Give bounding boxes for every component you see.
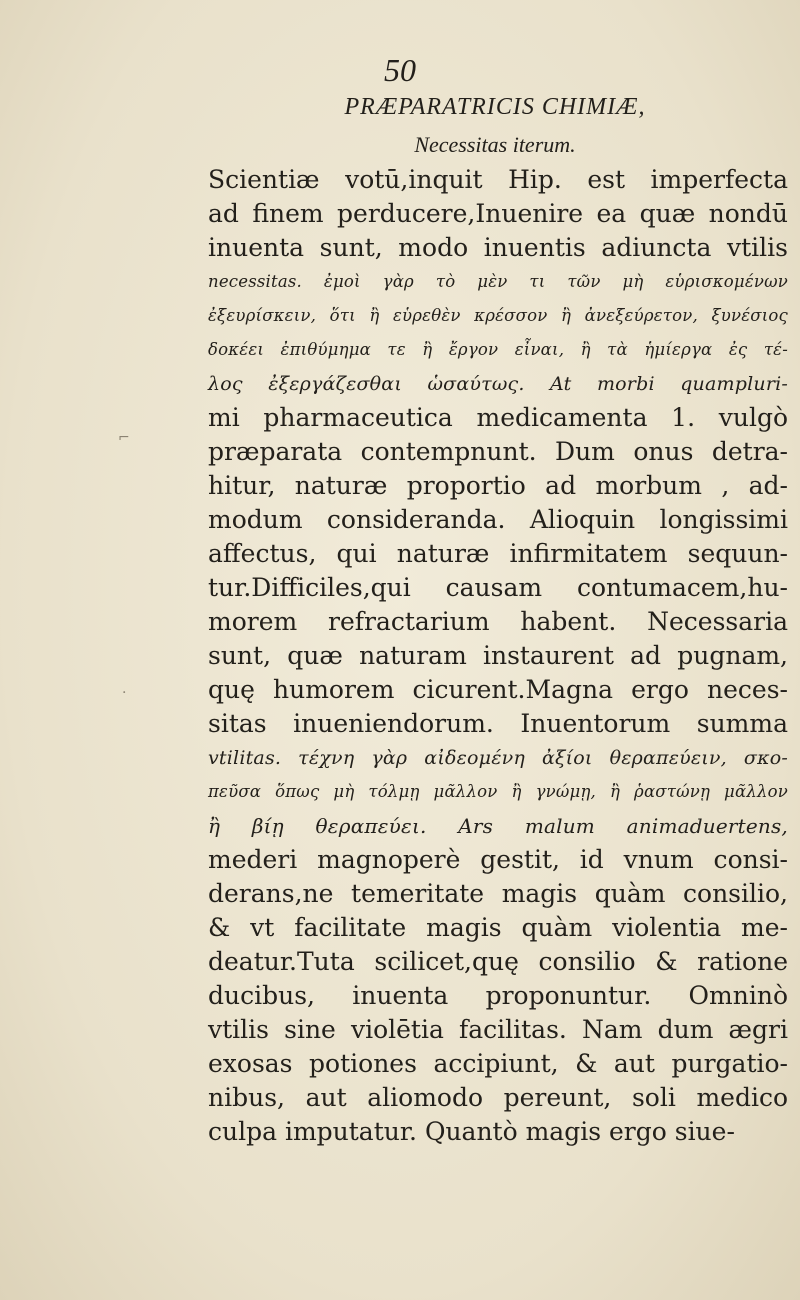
page-number: 50 bbox=[384, 52, 416, 88]
text-line: exosas potiones accipiunt, & aut purgatio- bbox=[208, 1049, 788, 1078]
greek-text-line: ἐξευρίσκειν, ὅτι ἢ εὑρεθὲν κρέσσον ἢ ἀνεξεύρετον, ξυνέσιος bbox=[208, 306, 788, 325]
text-line: quę humorem cicurent.Magna ergo neces- bbox=[208, 675, 788, 704]
text-line: hitur, naturæ proportio ad morbum , ad- bbox=[208, 471, 788, 500]
body-text bbox=[208, 163, 788, 1149]
greek-text-line: λος ἐξεργάζεσθαι ὡσαύτως. At morbi quampluri- bbox=[208, 373, 788, 395]
text-line: morem refractarium habent. Necessaria bbox=[208, 607, 788, 636]
text-line: nibus, aut aliomodo pereunt, soli medico bbox=[208, 1083, 788, 1112]
text-line: inuenta sunt, modo inuentis adiuncta vtilis bbox=[208, 233, 788, 262]
text-line: mi pharmaceutica medicamenta 1. vulgò bbox=[208, 403, 788, 432]
greek-text-line: δοκέει ἐπιθύμημα τε ἢ ἔργον εἶναι, ἢ τὰ ἡμίεργα ἐς τέ- bbox=[208, 340, 788, 359]
text-line: ducibus, inuenta proponuntur. Omninò bbox=[208, 981, 788, 1010]
greek-text-line: ἢ βίῃ θεραπεύει. Ars malum animaduertens, bbox=[208, 814, 788, 838]
margin-ink-speck: · bbox=[122, 685, 127, 701]
running-head: PRÆPARATRICIS CHIMIÆ, bbox=[344, 94, 646, 120]
text-line: vtilis sine violētia facilitas. Nam dum ægri bbox=[208, 1015, 788, 1044]
text-line: sitas inueniendorum. Inuentorum summa bbox=[208, 709, 788, 738]
text-line: modum consideranda. Alioquin longissimi bbox=[208, 505, 788, 534]
margin-dash-mark: ⌐ bbox=[118, 430, 130, 446]
text-line: ad finem perducere,Inuenire ea quæ nondū bbox=[208, 199, 788, 228]
text-line: Scientiæ votū,inquit Hip. est imperfecta bbox=[208, 165, 788, 194]
greek-text-line: vtilitas. τέχνη γὰρ αἰδεομένη ἀξίοι θεραπεύειν, σκο- bbox=[208, 747, 788, 769]
text-line: culpa imputatur. Quantò magis ergo siue- bbox=[208, 1117, 735, 1146]
greek-text-line: πεῦσα ὅπως μὴ τόλμῃ μᾶλλον ἢ γνώμῃ, ἢ ῥαστώνῃ μᾶλλον bbox=[208, 782, 788, 801]
text-line: & vt facilitate magis quàm violentia me- bbox=[208, 913, 788, 942]
greek-text-line: necessitas. ἐμοὶ γὰρ τὸ μὲν τι τῶν μὴ εὑρισκομένων bbox=[208, 272, 788, 291]
text-line: tur.Difficiles,qui causam contumacem,hu- bbox=[208, 573, 788, 602]
text-line: sunt, quæ naturam instaurent ad pugnam, bbox=[208, 641, 788, 670]
text-line: derans,ne temeritate magis quàm consilio, bbox=[208, 879, 788, 908]
text-line: deatur.Tuta scilicet,quę consilio & ratione bbox=[208, 947, 788, 976]
text-line: præparata contempnunt. Dum onus detra- bbox=[208, 437, 788, 466]
text-line: affectus, qui naturæ infirmitatem sequun- bbox=[208, 539, 788, 568]
section-subhead: Necessitas iterum. bbox=[414, 132, 576, 157]
text-line: mederi magnoperè gestit, id vnum consi- bbox=[208, 845, 788, 874]
